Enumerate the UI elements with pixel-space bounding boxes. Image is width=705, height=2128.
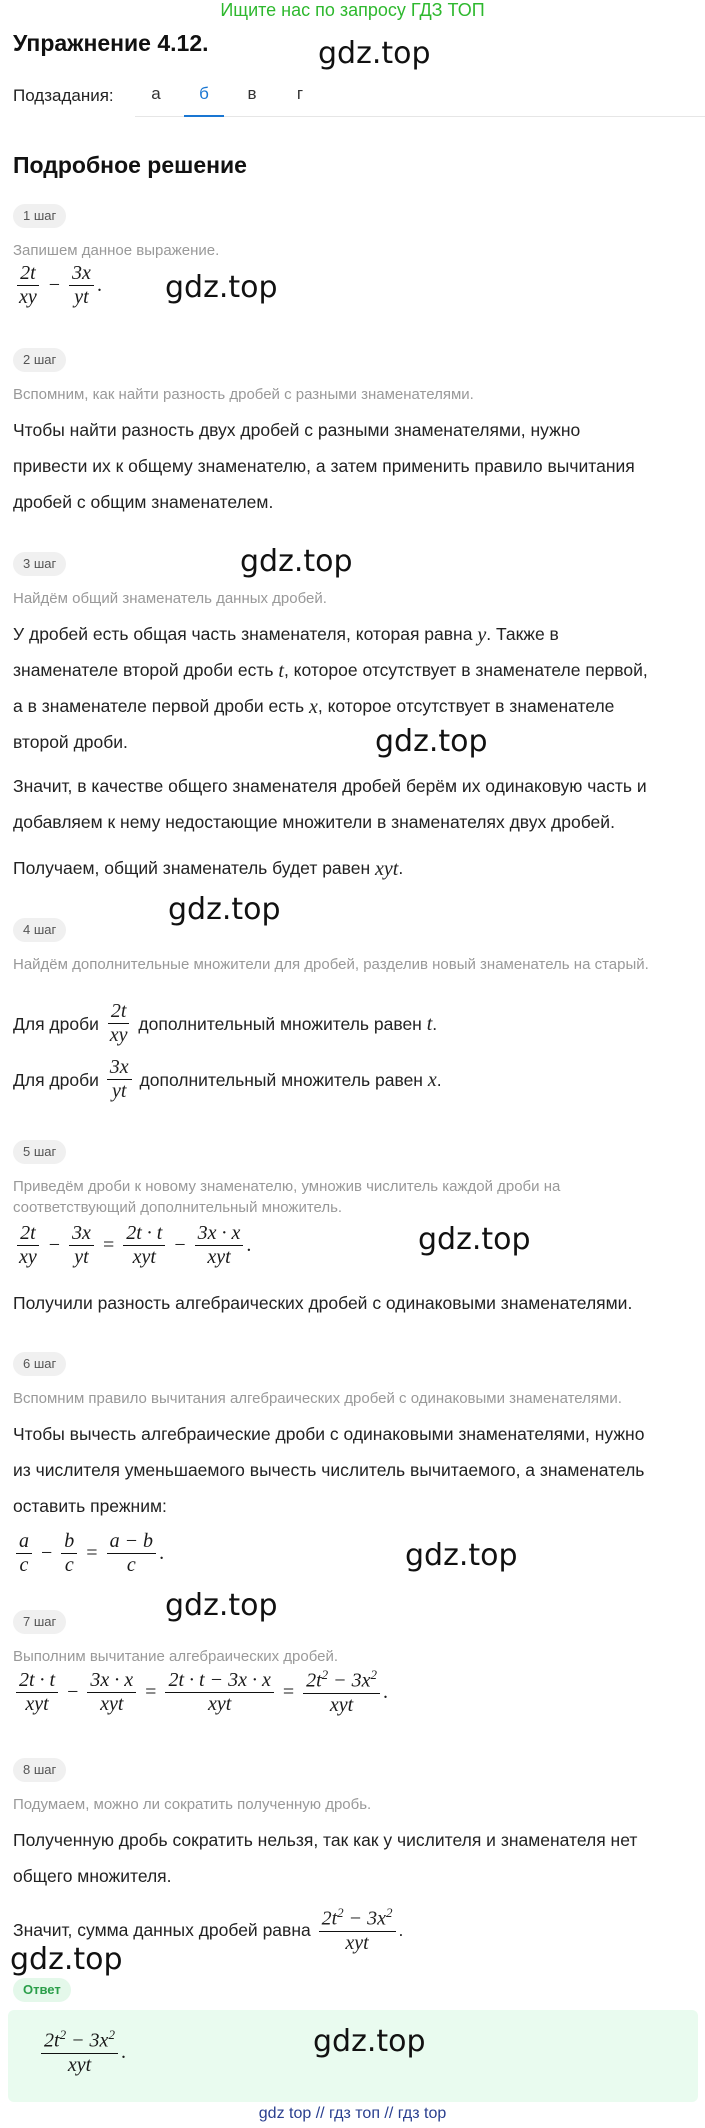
- tab-a[interactable]: а: [151, 84, 161, 103]
- step-hint: Выполним вычитание алгебраических дробей.: [13, 1648, 339, 1665]
- paragraph-line: Получаем, общий знаменатель будет равен xyt.: [13, 858, 404, 881]
- paragraph-line: Значит, сумма данных дробей равна $\frac{2t^2 - 3x^2}{\text{xyt}}$ .: [13, 1905, 404, 1954]
- page-title: Упражнение 4.12.: [13, 30, 209, 56]
- step-hint: Вспомним правило вычитания алгебраических дробей с одинаковыми знаменателями.: [13, 1390, 622, 1407]
- step-hint: Найдём общий знаменатель данных дробей.: [13, 590, 327, 607]
- watermark: gdz.top: [418, 1222, 531, 1257]
- paragraph-line: общего множителя.: [13, 1866, 172, 1886]
- watermark: gdz.top: [375, 724, 488, 759]
- step-hint: Запишем данное выражение.: [13, 242, 220, 259]
- step-badge: 3 шаг: [13, 552, 66, 576]
- paragraph-line: знаменателе второй дроби есть t, которое отсутствует в знаменателе первой,: [13, 660, 648, 683]
- tab-v[interactable]: в: [247, 84, 257, 103]
- paragraph-line: Получили разность алгебраических дробей с одинаковыми знаменателями.: [13, 1293, 633, 1313]
- watermark: gdz.top: [313, 2024, 426, 2059]
- step-badge: 6 шаг: [13, 1352, 66, 1376]
- step-hint: Найдём дополнительные множители для дробей, разделив новый знаменатель на старый.: [13, 956, 649, 973]
- watermark: gdz.top: [168, 892, 281, 927]
- paragraph-line: привести их к общему знаменателю, а затем применить правило вычитания: [13, 456, 635, 476]
- paragraph-line: Чтобы вычесть алгебраические дроби с одинаковыми знаменателями, нужно: [13, 1424, 645, 1444]
- step-badge: 1 шаг: [13, 204, 66, 228]
- step-badge: 8 шаг: [13, 1758, 66, 1782]
- subtask-tabs: [135, 76, 705, 117]
- paragraph-line: оставить прежним:: [13, 1496, 167, 1516]
- watermark: gdz.top: [318, 36, 431, 71]
- step-badge: 2 шаг: [13, 348, 66, 372]
- subtasks-label: Подзадания:: [13, 86, 114, 105]
- step-hint: Вспомним, как найти разность дробей с разными знаменателями.: [13, 386, 474, 403]
- tab-b[interactable]: б: [184, 84, 224, 117]
- step-hint: Приведём дроби к новому знаменателю, умножив числитель каждой дроби на соответствующий дополнительный множитель.: [13, 1178, 561, 1216]
- math-expression: $\frac{2t}{xy}$ − $\frac{3x}{yt}$ = $\frac{2t \cdot t}{\text{xyt}}$ − $\frac{3x \cdot x}{\text{xyt}}$ .: [19, 1222, 252, 1268]
- paragraph-line: второй дроби.: [13, 732, 128, 752]
- paragraph-line: из числителя уменьшаемого вычесть числитель вычитаемого, а знаменатель: [13, 1460, 645, 1480]
- step-badge: 4 шаг: [13, 918, 66, 942]
- paragraph-line: дробей с общим знаменателем.: [13, 492, 274, 512]
- math-expression: $\frac{2t}{xy}$ − $\frac{3x}{yt}$ .: [19, 262, 102, 308]
- watermark: gdz.top: [165, 270, 278, 305]
- step-badge: 5 шаг: [13, 1140, 66, 1164]
- watermark: gdz.top: [10, 1942, 123, 1977]
- paragraph-line: У дробей есть общая часть знаменателя, которая равна y. Также в: [13, 624, 559, 647]
- tab-g[interactable]: г: [296, 84, 304, 103]
- top-banner[interactable]: Ищите нас по запросу ГДЗ ТОП: [220, 0, 485, 20]
- step-badge: 7 шаг: [13, 1610, 66, 1634]
- solution-heading: Подробное решение: [13, 152, 247, 178]
- paragraph-line: Чтобы найти разность двух дробей с разными знаменателями, нужно: [13, 420, 581, 440]
- paragraph-line: добавляем к нему недостающие множители в знаменателях двух дробей.: [13, 812, 615, 832]
- paragraph-line: Полученную дробь сократить нельзя, так как у числителя и знаменателя нет: [13, 1830, 638, 1850]
- answer-expression: $\frac{2t^2 - 3x^2}{\text{xyt}}$ .: [38, 2028, 126, 2077]
- math-expression: $\frac{2t \cdot t}{\text{xyt}}$ − $\frac{3x \cdot x}{\text{xyt}}$ = $\frac{2t \cdot t - 3x \cdot x}{\text{xyt}}$ = $\frac{2t^2 - 3x^2}{\text{xyt}}$ .: [13, 1668, 388, 1717]
- answer-badge: Ответ: [13, 1978, 71, 2002]
- paragraph-line: Для дроби $\frac{2t}{xy}$ дополнительный множитель равен t .: [13, 1000, 438, 1046]
- watermark: gdz.top: [240, 544, 353, 579]
- step-hint: Подумаем, можно ли сократить полученную дробь.: [13, 1796, 372, 1813]
- paragraph-line: а в знаменателе первой дроби есть x, которое отсутствует в знаменателе: [13, 696, 615, 719]
- footer-links[interactable]: gdz top // гдз топ // гдз top: [258, 2105, 447, 2122]
- paragraph-line: Значит, в качестве общего знаменателя дробей берём их одинаковую часть и: [13, 776, 647, 796]
- math-expression: $\frac{a}{c}$ − $\frac{b}{c}$ = $\frac{a - b}{c}$ .: [13, 1530, 164, 1577]
- watermark: gdz.top: [405, 1538, 518, 1573]
- watermark: gdz.top: [165, 1588, 278, 1623]
- paragraph-line: Для дроби $\frac{3x}{yt}$ дополнительный множитель равен x .: [13, 1056, 442, 1102]
